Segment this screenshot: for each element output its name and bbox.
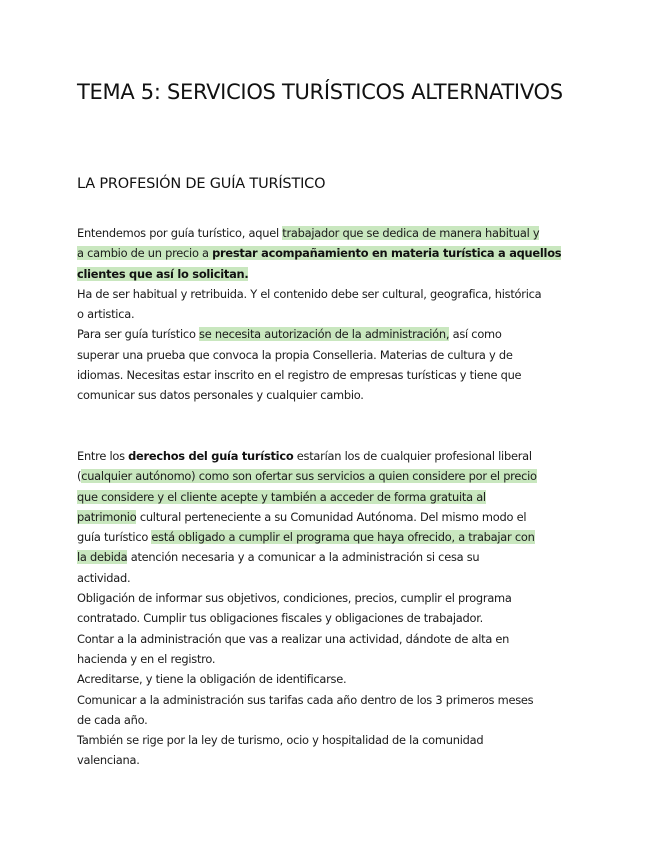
text-line: Comunicar a la administración sus tarifas cada año dentro de los 3 primeros meses	[77, 692, 534, 707]
text-line: Contar a la administración que vas a realizar una actividad, dándote de alta en	[77, 631, 510, 646]
highlighted-text: está obligado a cumplir el programa que haya ofrecido, a trabajar con	[151, 530, 535, 545]
text-line: comunicar sus datos personales y cualquier cambio.	[77, 388, 364, 403]
text-run: Entendemos por guía turístico, aquel	[77, 226, 283, 240]
text-line: valenciana.	[77, 753, 140, 768]
text-line: hacienda y en el registro.	[77, 651, 216, 666]
highlighted-text	[77, 246, 561, 260]
text-line: o artistica.	[77, 307, 135, 322]
text-line: de cada año.	[77, 712, 148, 727]
highlighted-text: cualquier autónomo) como son ofertar sus servicios a quien considere por el precio	[81, 469, 537, 484]
text-line	[77, 446, 582, 466]
text-run: Para ser guía turístico	[77, 327, 200, 342]
paragraph-rights-obligations	[77, 446, 582, 771]
text-line	[77, 466, 582, 486]
highlighted-text: trabajador que se dedica de manera habitual y	[282, 226, 540, 240]
text-line	[77, 507, 582, 527]
highlighted-text: que considere y el cliente acepte y también a acceder de forma gratuita al	[77, 489, 486, 504]
text-run: cultural perteneciente a su Comunidad Autónoma. Del mismo modo el	[136, 509, 527, 524]
text-line: Obligación de informar sus objetivos, condiciones, precios, cumplir el programa	[77, 591, 512, 606]
text-run: guía turístico	[77, 530, 152, 545]
text-line: Acreditarse, y tiene la obligación de identificarse.	[77, 672, 347, 687]
text-run: estarían los de cualquier profesional liberal	[293, 449, 532, 463]
section-title: LA PROFESIÓN DE GUÍA TURÍSTICO	[77, 176, 326, 192]
text-line: actividad.	[77, 570, 131, 585]
text-line	[77, 547, 582, 567]
highlighted-text: se necesita autorización de la administración,	[199, 327, 450, 342]
highlighted-text: patrimonio	[77, 509, 137, 524]
bold-text: clientes que así lo solicitan.	[77, 266, 249, 281]
paragraph-definition	[77, 223, 582, 406]
text-run: atención necesaria y a comunicar a la administración si cesa su	[127, 550, 480, 565]
text-line	[77, 487, 582, 507]
text-run: a cambio de un precio a	[77, 246, 213, 261]
text-line: idiomas. Necesitas estar inscrito en el registro de empresas turísticas y tiene que	[77, 368, 522, 383]
text-line	[77, 324, 582, 344]
text-line	[77, 223, 582, 243]
bold-text: derechos del guía turístico	[128, 449, 294, 463]
text-line: superar una prueba que convoca la propia Conselleria. Materias de cultura y de	[77, 347, 513, 362]
page-title: TEMA 5: SERVICIOS TURÍSTICOS ALTERNATIVOS	[77, 80, 563, 104]
highlighted-text	[77, 267, 248, 281]
text-line	[77, 264, 582, 284]
bold-text: prestar acompañamiento en materia turística a aquellos	[212, 246, 562, 261]
text-run: Entre los	[77, 449, 129, 463]
text-line	[77, 243, 582, 263]
text-line: Ha de ser habitual y retribuida. Y el contenido debe ser cultural, geografica, histórica	[77, 286, 542, 301]
highlighted-text: la debida	[77, 550, 128, 565]
text-line	[77, 527, 582, 547]
text-run: (	[77, 469, 82, 484]
text-line: También se rige por la ley de turismo, ocio y hospitalidad de la comunidad	[77, 733, 484, 748]
text-run: así como	[449, 327, 502, 342]
text-line: contratado. Cumplir tus obligaciones fiscales y obligaciones de trabajador.	[77, 611, 483, 626]
